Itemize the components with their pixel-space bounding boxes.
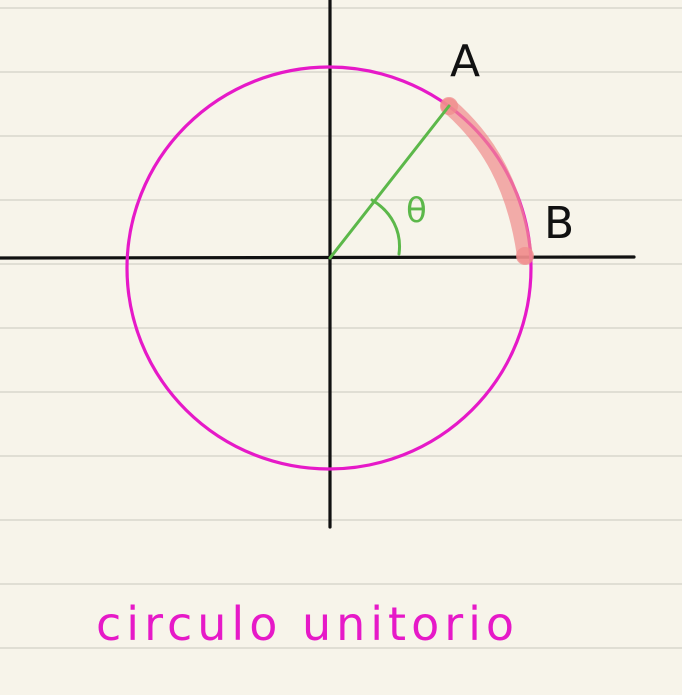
point-b-label: B <box>544 198 575 249</box>
point-a-label: A <box>450 36 481 87</box>
ruled-lines <box>0 8 682 648</box>
radius-line <box>330 106 449 258</box>
x-axis <box>0 257 634 258</box>
angle-label: θ <box>406 191 427 231</box>
caption: circulo unitorio <box>96 597 520 651</box>
angle-arc <box>372 200 400 254</box>
point-b-marker <box>516 247 534 265</box>
arc-ab-highlight <box>449 106 525 256</box>
